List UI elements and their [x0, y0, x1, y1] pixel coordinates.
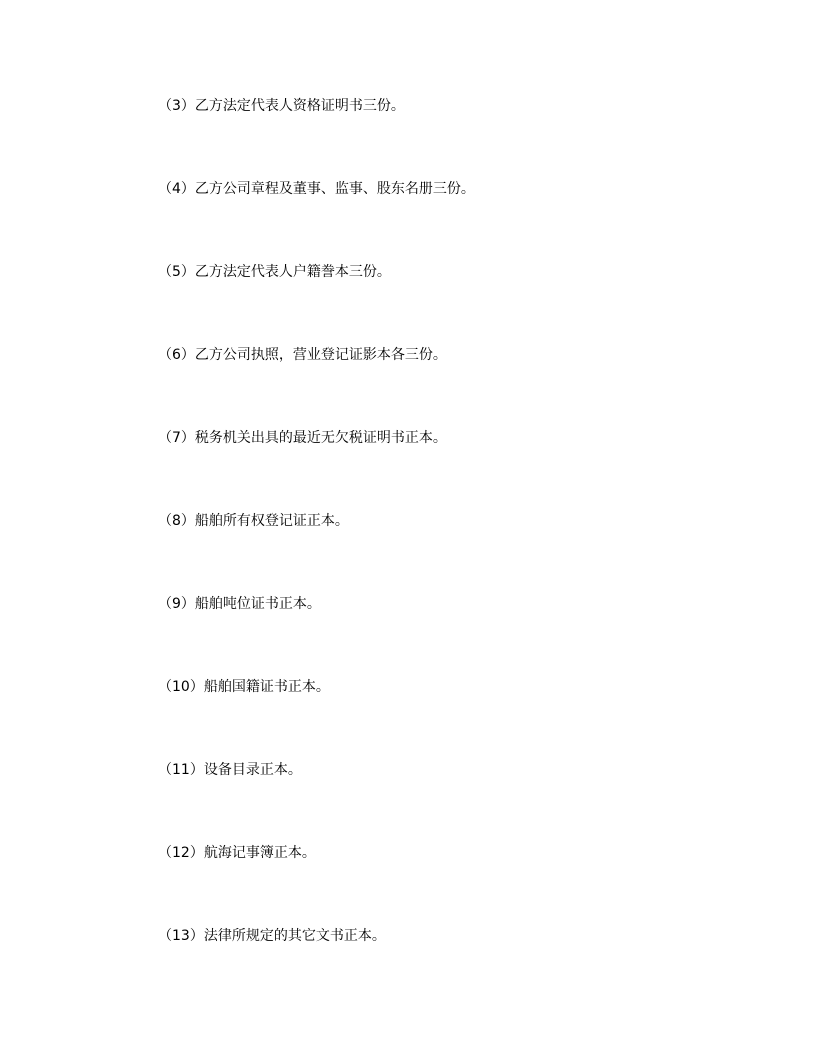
- list-item: （5）乙方法定代表人户籍誊本三份。: [158, 264, 391, 280]
- list-item: （8）船舶所有权登记证正本。: [158, 513, 349, 529]
- list-item: （6）乙方公司执照，营业登记证影本各三份。: [158, 347, 447, 363]
- list-item: （12）航海记事簿正本。: [158, 845, 316, 861]
- list-item: （3）乙方法定代表人资格证明书三份。: [158, 98, 405, 114]
- list-item: （7）税务机关出具的最近无欠税证明书正本。: [158, 430, 447, 446]
- list-item: （9）船舶吨位证书正本。: [158, 596, 321, 612]
- list-item: （11）设备目录正本。: [158, 762, 302, 778]
- list-item: （10）船舶国籍证书正本。: [158, 679, 330, 695]
- list-item: （13）法律所规定的其它文书正本。: [158, 928, 386, 944]
- list-item: （4）乙方公司章程及董事、监事、股东名册三份。: [158, 181, 475, 197]
